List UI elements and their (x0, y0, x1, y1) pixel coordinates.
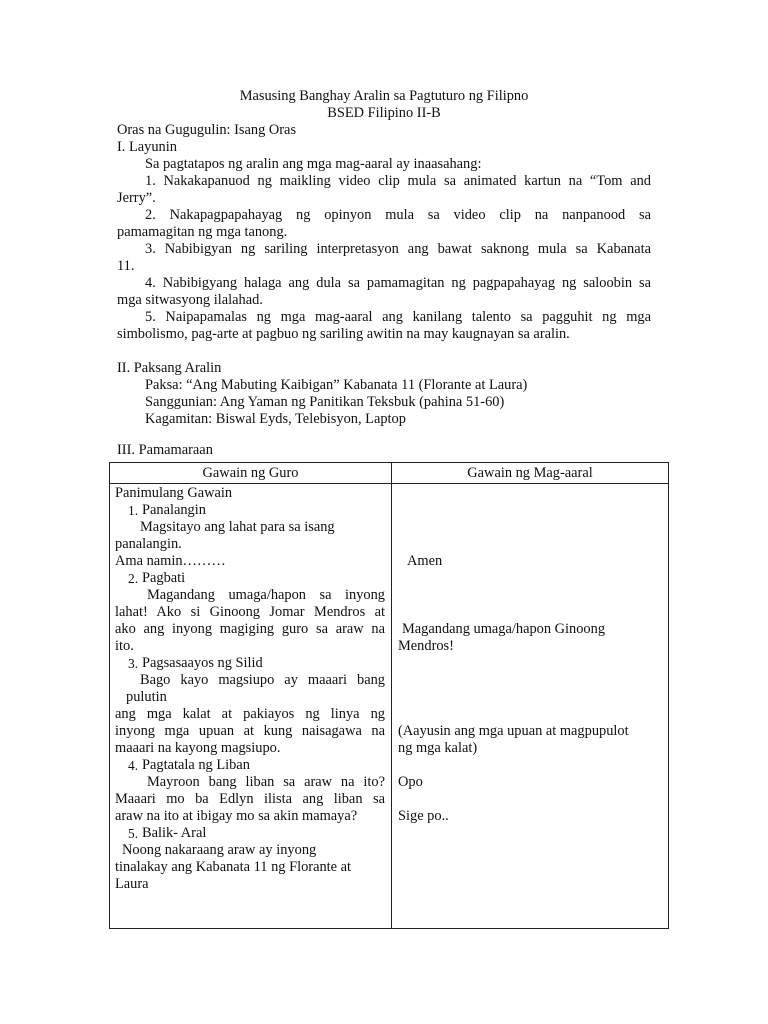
step-5-text-a: Noong nakaraang araw ay inyong (122, 842, 317, 858)
step-4-text-b: Maaari mo ba Edlyn ilista ang liban sa (115, 791, 385, 807)
student-activities-cell (392, 484, 669, 929)
objective-5-line-1: 5. Naipapamalas ng mga mag-aaral ang kanilang talento sa pagguhit ng mga (145, 309, 651, 325)
step-5-text-c: Laura (115, 876, 149, 892)
column-header-student: Gawain ng Mag-aaral (392, 463, 669, 484)
response-arrange-a: (Aayusin ang mga upuan at magpupulot (398, 723, 629, 739)
objective-3-line-1: 3. Nabibigyan ng sariling interpretasyon ang bawat saknong mula sa Kabanata (145, 241, 651, 257)
step-4-number: 4. (128, 758, 139, 773)
step-4-title: Pagtatala ng Liban (142, 757, 250, 773)
objective-3-line-2: 11. (117, 258, 135, 274)
course-label: BSED Filipino II-B (327, 105, 441, 121)
objectives-intro: Sa pagtatapos ng aralin ang mga mag-aaral ay inaasahang: (145, 156, 482, 172)
step-3-text-e: maaari na kayong magsiupo. (115, 740, 281, 756)
topic-paksa: Paksa: “Ang Mabuting Kaibigan” Kabanata 11 (Florante at Laura) (145, 377, 528, 393)
response-greeting-b: Mendros! (398, 638, 454, 654)
step-3-text-b: pulutin (126, 689, 167, 705)
objective-2-line-1: 2. Nakapagpapahayag ng opinyon mula sa video clip na nanpanood sa (145, 207, 651, 223)
step-4-text-a: Mayroon bang liban sa araw na ito? (147, 774, 385, 790)
step-2-title: Pagbati (142, 570, 186, 586)
step-3-text-c: ang mga kalat at pakiayos ng linya ng (115, 706, 385, 722)
step-4-text-c: araw na ito at ibigay mo sa akin mamaya? (115, 808, 358, 824)
teacher-activities-cell (110, 484, 392, 929)
step-1-number: 1. (128, 503, 139, 518)
procedure-heading: III. Pamamaraan (117, 442, 213, 458)
topic-kagamitan: Kagamitan: Biswal Eyds, Telebisyon, Laptop (145, 411, 406, 427)
objective-4-line-1: 4. Nabibigyang halaga ang dula sa pamamagitan ng pagpapahayag ng saloobin sa (145, 275, 651, 291)
response-opo: Opo (398, 774, 423, 790)
step-3-number: 3. (128, 656, 139, 671)
step-2-text-d: ito. (115, 638, 134, 654)
procedure-table (109, 462, 669, 929)
objective-4-line-2: mga sitwasyong ilalahad. (117, 292, 263, 308)
step-2-text-c: ako ang inyong magiging guro sa araw na (115, 621, 385, 637)
step-3-text-d: inyong mga upuan at kung naisagawa na (115, 723, 385, 739)
step-5-number: 5. (128, 826, 139, 841)
document-title: Masusing Banghay Aralin sa Pagtuturo ng Filipno (239, 88, 529, 104)
step-3-title: Pagsasaayos ng Silid (142, 655, 263, 671)
objective-5-line-2: simbolismo, pag-arte at pagbuo ng sariling awitin na may kaugnayan sa aralin. (117, 326, 570, 342)
step-3-text-a: Bago kayo magsiupo ay maaari bang (140, 672, 385, 688)
step-1-title: Panalangin (142, 502, 206, 518)
objective-1-line-2: Jerry”. (117, 190, 156, 206)
step-1-text-c: Ama namin……… (115, 553, 226, 569)
topic-sanggunian: Sanggunian: Ang Yaman ng Panitikan Teksbuk (pahina 51-60) (145, 394, 505, 410)
response-greeting-a: Magandang umaga/hapon Ginoong (402, 621, 606, 637)
objective-1-line-1: 1. Nakakapanuod ng maikling video clip mula sa animated kartun na “Tom and (145, 173, 651, 189)
step-1-text-b: panalangin. (115, 536, 182, 552)
objectives-heading: I. Layunin (117, 139, 177, 155)
objective-2-line-2: pamamagitan ng mga tanong. (117, 224, 288, 240)
step-2-number: 2. (128, 571, 139, 586)
step-2-text-a: Magandang umaga/hapon sa inyong (147, 587, 385, 603)
step-5-title: Balik- Aral (142, 825, 207, 841)
response-amen: Amen (407, 553, 443, 569)
time-allotment: Oras na Gugugulin: Isang Oras (117, 122, 297, 138)
step-2-text-b: lahat! Ako si Ginoong Jomar Mendros at (115, 604, 385, 620)
panimulang-gawain-label: Panimulang Gawain (115, 485, 233, 501)
step-1-text-a: Magsitayo ang lahat para sa isang (140, 519, 335, 535)
column-header-teacher: Gawain ng Guro (110, 463, 392, 484)
response-arrange-b: ng mga kalat) (398, 740, 478, 756)
topic-heading: II. Paksang Aralin (117, 360, 222, 376)
response-sige-po: Sige po.. (398, 808, 449, 824)
step-5-text-b: tinalakay ang Kabanata 11 ng Florante at (115, 859, 352, 875)
